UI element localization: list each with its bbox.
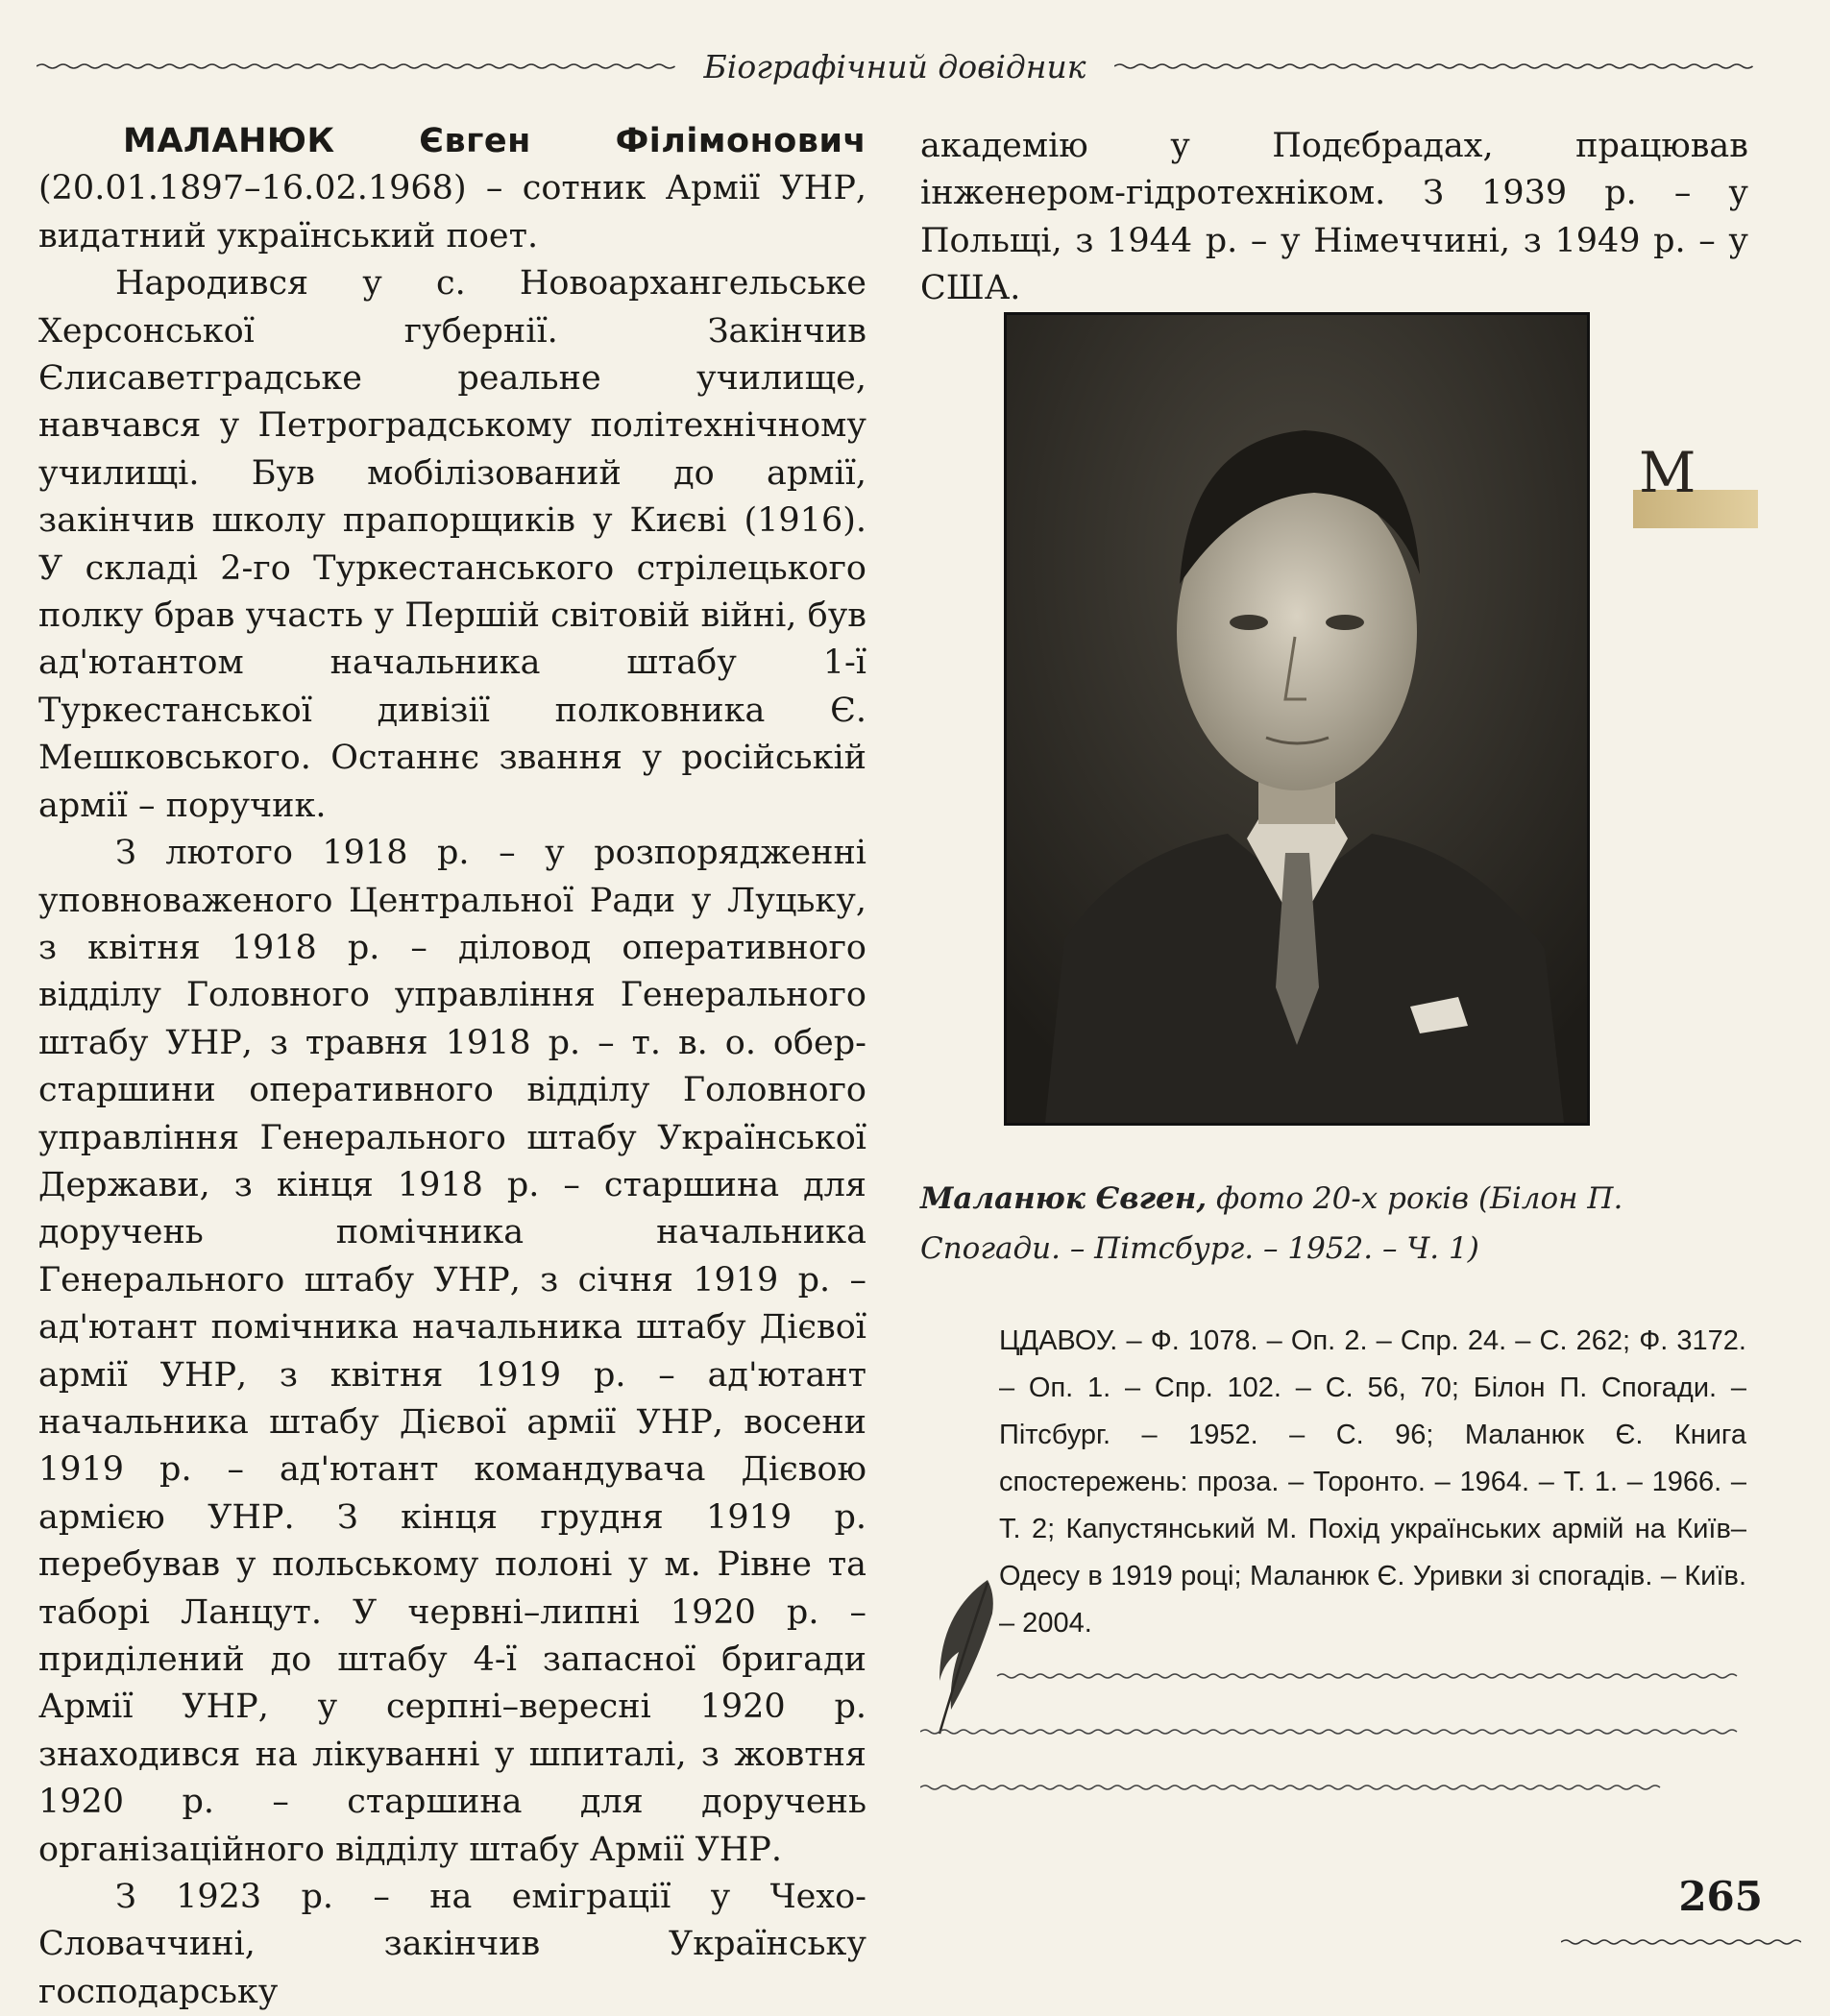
alphabet-tab-letter: М [1639,440,1696,505]
caption-text: фото 20-х років (Білон П. Спогади. – Пітсбург. – 1952. – Ч. 1) [920,1181,1623,1266]
header-rule-right [1114,61,1753,71]
paragraph-emigration-continued: академію у Подєбрадах, працював інженером-гідротехніком. З 1939 р. – у Польщі, з 1944 р. – у Німеччині, з 1949 р. – у США. [920,127,1748,308]
note-line [920,1671,1746,1681]
header-rule-left [37,61,675,71]
notes-lines [920,1671,1746,1838]
caption-name: Маланюк Євген, [920,1181,1208,1216]
running-header [37,40,1753,92]
paragraph-emigration: З 1923 р. – на еміграції у Чехо-Словаччині, закінчив Українську господарську [38,1878,866,2011]
sources-list: ЦДАВОУ. – Ф. 1078. – Оп. 2. – Спр. 24. – С. 262; Ф. 3172. – Оп. 1. – Спр. 102. – С. 56, 70; Білон П. Спогади. – Пітсбург. – 1952. – С. 96; Маланюк Є. Книга спостережень: проза. – Торонто. – 1964. – Т. 1. – 1966. – Т. 2; Капустянський М. Похід українських армій на Київ–Одесу в 1919 році; Маланюк Є. Уривки зі спогадів. – Київ. – 2004. [999,1325,1746,1639]
right-column-continuation [920,123,1748,313]
alphabet-tab [1633,440,1758,528]
note-line [920,1727,1746,1737]
entry-heading [38,118,866,260]
entry-dates: (20.01.1897–16.02.1968) – сотник Армії УНР, видатний український поет. [38,169,866,255]
portrait-photo [1004,312,1590,1126]
photo-caption [920,1174,1689,1274]
entry-name: МАЛАНЮК Євген Філімонович [123,122,866,160]
paragraph-early-life: Народився у с. Новоархангельське Херсонської губернії. Закінчив Єлисаветградське реальне училище, навчався у Петроградському політехнічному училищі. Був мобілізований до армії, закінчив школу прапорщиків у Києві (1916). У складі 2-го Туркестанського стрілецького полку брав участь у Першій світовій війні, був ад'ютантом начальника штабу 1-ї Туркестанської дивізії полковника Є. Мешковського. Останнє звання у російській армії – поручик. [38,264,866,825]
note-line [920,1783,1746,1792]
page-number: 265 [1678,1873,1763,1920]
page-number-rule [1561,1932,1801,1942]
left-column [38,118,866,2016]
header-title: Біографічний довідник [703,47,1086,85]
paragraph-military-service: З лютого 1918 р. – у розпорядженні уповноваженого Центральної Ради у Луцьку, з квітня 1918 р. – діловод оперативного відділу Головного управління Генерального штабу УНР, з травня 1918 р. – т. в. о. обер-старшини оперативного відділу Головного управління Генерального штабу Української Держави, з кінця 1918 р. – старшина для доручень помічника начальника Генерального штабу УНР, з січня 1919 р. – ад'ютант помічника начальника штабу Дієвої армії УНР, з квітня 1919 р. – ад'ютант начальника штабу Дієвої армії УНР, восени 1919 р. – ад'ютант командувача Дієвою армією УНР. З кінця грудня 1919 р. перебував у польському полоні у м. Рівне та таборі Ланцут. У червні–липні 1920 р. – приділений до штабу 4-ї запасної бригади Армії УНР, у серпні–вересні 1920 р. знаходився на лікуванні у шпиталі, з жовтня 1920 р. – старшина для доручень організаційного відділу штабу Армії УНР. [38,834,866,1869]
